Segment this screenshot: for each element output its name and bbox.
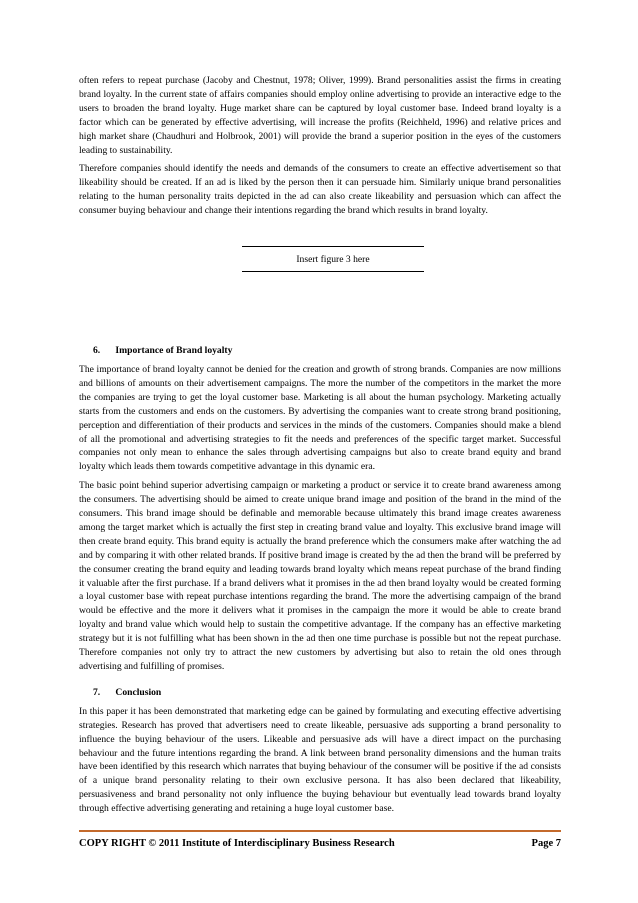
page-footer [79,838,561,849]
figure-top-rule [242,246,424,247]
document-body [79,74,561,821]
section-7-number: 7. [93,686,101,698]
section-7-title: Conclusion [115,686,162,698]
figure-bottom-rule [242,271,424,272]
footer-page-number: Page 7 [531,838,561,849]
figure-placeholder [79,234,561,344]
section-7-heading [79,686,561,700]
section-6-paragraph-2: The basic point behind superior advertising campaign or marketing a product or service it to create brand awareness among the consumers. The advertising should be aimed to create unique brand image and position of the brand in the mind of the consumers. This brand image should be definable and memorable because ultimately this brand image creates awareness among the target market which is actually the first step in creating brand value and loyalty. This exclusive brand image will then create brand equity. This brand equity is actually the brand preference which the consumers make after watching the ad and by comparing it with other related brands. If positive brand image is created by the ad then the brand will be preferred by the consumer creating the brand equity and leading towards brand loyalty which means repeat purchase of the brand finding it valuable after the first purchase. If a brand delivers what it promises in the ad then brand loyalty would be created forming a loyal customer base with repeat purchase intentions regarding the brand. The more the advertising campaign of the brand would be effective and the more it delivers what it promises in the campaign the more it would be able to create brand loyalty and brand value which would help to sustain the competitive advantage. If the company has an effective marketing strategy but it is not fulfilling what has been shown in the ad then one time purchase is possible but not the repeat purchase. Therefore companies not only try to attract the new customers by advertising but also to retain the old ones through advertising and fulfilling of promises. [79,480,561,672]
section-7-paragraph-1: In this paper it has been demonstrated that marketing edge can be gained by formulating and executing effective advertising strategies. Research has proved that advertisers need to create likeable, persuasive ads supporting a brand personality to influence the buying behaviour of the users. Likeable and persuasive ads will have a direct impact on the purchasing behaviour and the future intentions regarding the brand. A link between brand personality dimensions and the human traits have been identified by this research which narrates that buying behaviour of the consumer will be positive if the ad consists of a unique brand personality relating to their own exclusive persona. It has also been declared that likeability, persuasiveness and brand personality not only influence the buying behaviour but eventually lead towards brand loyalty through effective advertising generating and retaining a huge loyal customer base. [79,705,561,815]
intro-paragraph-2: Therefore companies should identify the needs and demands of the consumers to create an effective advertisement so that likeability should be created. If an ad is liked by the person then it can persuade him. Similarly unique brand personalities relating to the human personality traits depicted in the ad can also create likeability and persuasion which can affect the consumer buying behaviour and change their intentions regarding the brand which results in brand loyalty. [79,163,561,217]
section-6-number: 6. [93,345,101,357]
footer-rule [79,830,561,832]
intro-paragraph-1: often refers to repeat purchase (Jacoby and Chestnut, 1978; Oliver, 1999). Brand personalities assist the firms in creating brand loyalty. In the current state of affairs companies should employ online advertising to provide an interactive edge to the users to broaden the brand loyalty. Huge market share can be captured by loyal customer base. Indeed brand loyalty is a factor which can be generated by effective advertising, will increase the profits (Reichheld, 1996) and relative prices and high market share (Chaudhuri and Holbrook, 2001) will provide the brand a superior position in the eyes of the customers leading to sustainability. [79,75,561,156]
footer-copyright: COPY RIGHT © 2011 Institute of Interdisciplinary Business Research [79,838,395,849]
section-6-heading [79,344,561,358]
section-6-paragraph-1: The importance of brand loyalty cannot be denied for the creation and growth of strong brands. Companies are now millions and billions of amounts on their advertisement campaigns. The more the number of the competitors in the market the more the companies are trying to get the loyal customer base. Marketing is all about the human psychology. Marketing actually starts from the customers and ends on the customers. By advertising the companies want to create strong brand positioning, perception and differentiation of their products and services in the minds of the customers. Companies should make a blend of all the promotional and advertising strategies to fit the needs and preferences of the specific target market. Successful companies not only mean to enhance the sales through advertising campaigns but also to create brand equity and brand loyalty which leads them towards competitive advantage in this dynamic era. [79,363,561,473]
figure-caption: Insert figure 3 here [296,254,370,266]
section-6-title: Importance of Brand loyalty [115,345,233,357]
